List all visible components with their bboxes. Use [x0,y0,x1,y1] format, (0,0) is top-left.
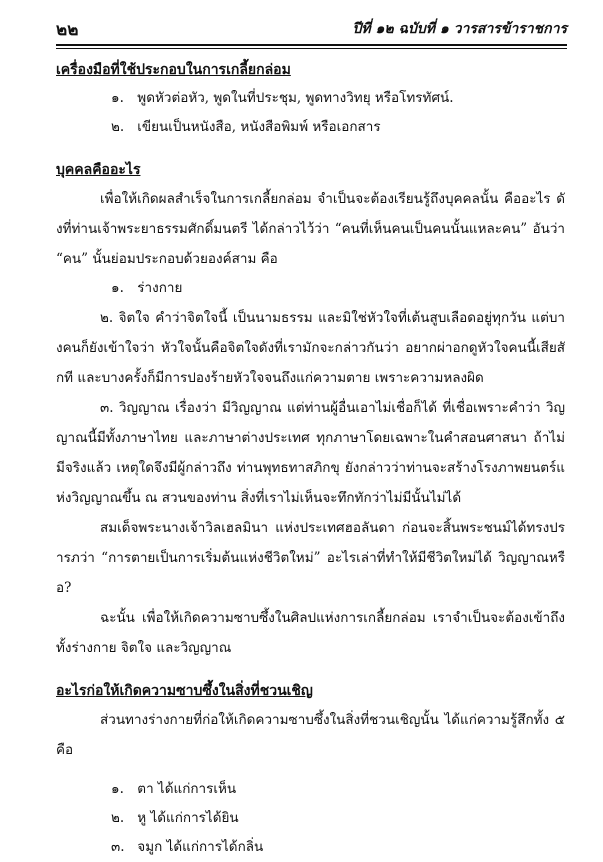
paragraph: เพื่อให้เกิดผลสำเร็จในการเกลี้ยกล่อม จำเป็นจะต้องเรียนรู้ถึงบุคคลนั้น คืออะไร ดังที่ท่านเจ้าพระยาธรรมศักดิ์มนตรี ได้กล่าวไว้ว่า “คนที่เห็นคนเป็นคนนั้นแหละคน” อันว่า “คน” นั้นย่อมประกอบด้วยองค์สาม คือ [56,191,565,267]
list-item: ๑. พูดหัวต่อหัว, พูดในที่ประชุม, พูดทางวิทยุ หรือโทรทัศน์. [111,90,454,106]
section-heading-person: บุคคลคืออะไร [56,162,141,178]
list-item: ๑. ร่างกาย [111,280,183,296]
section-heading-tools: เครื่องมือที่ใช้ประกอบในการเกลี้ยกล่อม [56,62,291,78]
list-item: ๓. จมูก ได้แก่การได้กลิ่น [111,839,264,855]
section-heading-appreciation: อะไรก่อให้เกิดความซาบซึ้งในสิ่งที่ชวนเชิญ [56,683,313,699]
list-item: ๒. เขียนเป็นหนังสือ, หนังสือพิมพ์ หรือเอกสาร [111,119,381,135]
list-item: ๑. ตา ได้แก่การเห็น [111,781,237,797]
paragraph-conclusion: ฉะนั้น เพื่อให้เกิดความซาบซึ้งในศิลปแห่งการเกลี้ยกล่อม เราจำเป็นจะต้องเข้าถึงทั้งร่างกาย จิตใจ และวิญญาณ [56,610,565,656]
header-rule-thin [56,48,567,49]
paragraph-spirit: ๓. วิญญาณ เรื่องว่า มีวิญญาณ แต่ท่านผู้อื่นเอาไม่เชื่อก็ได้ ที่เชื่อเพราะคำว่า วิญญาณนี้มีทั้งภาษาไทย และภาษาต่างประเทศ ทุกภาษาโดยเฉพาะในคำสอนศาสนา ถ้าไม่มีจริงแล้ว เหตุใดจึงมีผู้กล่าวถึง ท่านพุทธทาสภิกขุ ยังกล่าวว่าท่านจะสร้างโรงภาพยนตร์แห่งวิญญาณขึ้น ณ สวนของท่าน สิ่งที่เราไม่เห็นจะทึกทักว่าไม่มีนั้นไม่ได้ [56,400,565,506]
page-header [56,12,567,46]
paragraph-mind: ๒. จิตใจ คำว่าจิตใจนี้ เป็นนามธรรม และมิใช่หัวใจที่เต้นสูบเลือดอยู่ทุกวัน แต่บางคนก็ยังเข้าใจว่า หัวใจนั้นคือจิตใจดังที่เรามักจะกล่าวกันว่า อยากผ่าอกดูหัวใจคนนี้เสียสักที และบางครั้งก็มีการปองร้ายหัวใจจนถึงแก่ความตาย เพราะความหลงผิด [56,310,565,386]
page-number: ๒๒ [56,20,79,40]
header-rule [56,44,567,46]
paragraph-queen: สมเด็จพระนางเจ้าวิลเฮลมินา แห่งประเทศฮอลันดา ก่อนจะสิ้นพระชนม์ได้ทรงปรารภว่า “การตายเป็นการเริ่มต้นแห่งชีวิตใหม่” อะไรเล่าที่ทำให้มีชีวิตใหม่ได้ วิญญาณหรือ? [56,520,565,596]
list-item: ๒. หู ได้แก่การได้ยิน [111,810,239,826]
paragraph-senses: ส่วนทางร่างกายที่ก่อให้เกิดความซาบซึ้งในสิ่งที่ชวนเชิญนั้น ได้แก่ความรู้สึกทั้ง ๕ คือ [56,712,565,758]
running-head: ปีที่ ๑๒ ฉบับที่ ๑ วารสารข้าราชการ [352,21,567,37]
document-body [56,56,565,862]
